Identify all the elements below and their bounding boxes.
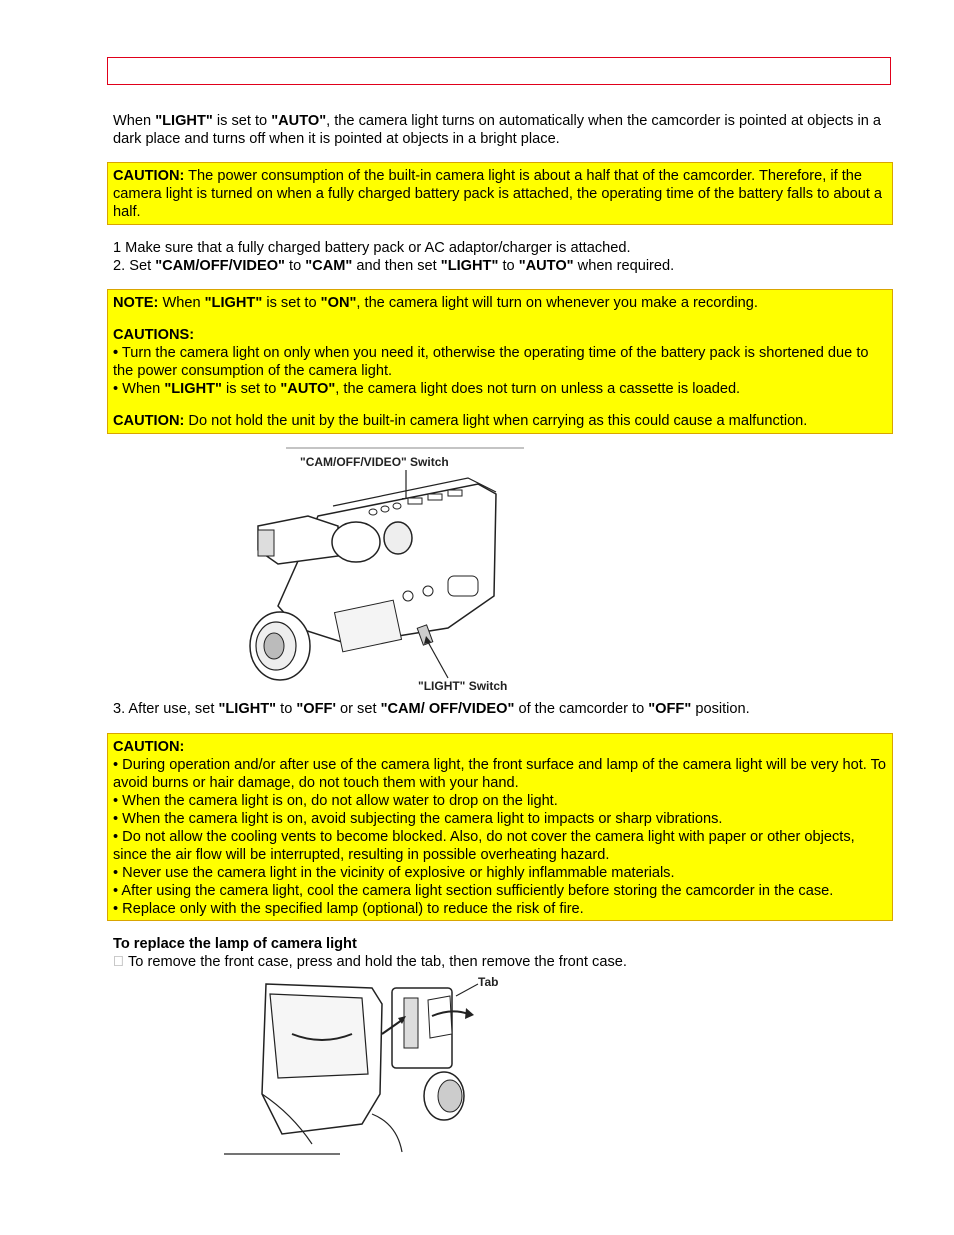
cautions-label: CAUTIONS: — [113, 327, 195, 343]
caution-label: CAUTION: — [113, 739, 185, 755]
light-switch-label: "LIGHT" Switch — [418, 679, 508, 693]
caution-carry: CAUTION: Do not hold the unit by the built-in camera light when carrying as this could cause a malfunction. — [113, 413, 808, 429]
caution-item: • When the camera light is on, do not allow water to drop on the light. — [113, 793, 558, 809]
tab-label: Tab — [478, 975, 499, 989]
step-3: 3. After use, set "LIGHT" to "OFF' or set "CAM/ OFF/VIDEO" of the camcorder to "OFF" position. — [113, 701, 750, 717]
intro-text: is set to — [212, 113, 272, 129]
intro-text: When — [113, 113, 156, 129]
note-cautions-box — [107, 289, 893, 434]
step-1: 1 Make sure that a fully charged battery pack or AC adaptor/charger is attached. — [113, 240, 631, 256]
caution-item: • When "LIGHT" is set to "AUTO", the camera light does not turn on unless a cassette is loaded. — [113, 381, 741, 397]
intro-text: , the camera light turns on automatically when the camcorder is pointed at objects in a dark place and turns off when it is pointed at objects in a bright place. — [113, 113, 881, 147]
caution-item: • During operation and/or after use of the camera light, the front surface and lamp of the camera light will be very hot. To avoid burns or hair damage, do not touch them with your hand. — [113, 757, 887, 791]
step-2: 2. Set "CAM/OFF/VIDEO" to "CAM" and then set "LIGHT" to "AUTO" when required. — [113, 258, 675, 274]
replace-step: To remove the front case, press and hold the tab, then remove the front case. — [113, 954, 612, 970]
caution-box-heat — [107, 733, 893, 921]
section-heading: To replace the lamp of camera light — [113, 936, 357, 952]
replace-lamp-section — [113, 935, 883, 971]
page-title-box — [107, 57, 891, 85]
caution-item: • Replace only with the specified lamp (optional) to reduce the risk of fire. — [113, 901, 584, 917]
front-case-removal-figure — [222, 974, 512, 1158]
cam-off-video-switch-label: "CAM/OFF/VIDEO" Switch — [300, 455, 449, 469]
caution-item: • Turn the camera light on only when you need it, otherwise the operating time of the battery pack is shortened due to the power consumption of the camera light. — [113, 345, 869, 379]
caution-text: The power consumption of the built-in camera light is about a half that of the camcorder. Therefore, if the camera light is turned on when a fully charged battery pack is attached, the operating time of the battery falls to about a half. — [113, 168, 883, 220]
note-line: NOTE: When "LIGHT" is set to "ON", the camera light will turn on whenever you make a recording. — [113, 295, 758, 311]
caution-item: • When the camera light is on, avoid subjecting the camera light to impacts or sharp vibrations. — [113, 811, 723, 827]
caution-item: • Never use the camera light in the vicinity of explosive or highly inflammable materials. — [113, 865, 675, 881]
camcorder-switches-figure — [238, 446, 528, 694]
caution-item: • Do not allow the cooling vents to become blocked. Also, do not cover the camera light with paper or other objects, since the air flow will be interrupted, resulting in possible overheating hazard. — [113, 829, 855, 863]
intro-bold-auto: "AUTO" — [271, 113, 327, 129]
caution-label: CAUTION: — [113, 168, 185, 184]
caution-item: • After using the camera light, cool the camera light section sufficiently before storing the camcorder in the case. — [113, 883, 834, 899]
steps-list — [113, 239, 883, 275]
caution-box-power — [107, 162, 893, 225]
bullet-glyph-icon — [113, 954, 124, 970]
intro-paragraph — [113, 112, 883, 148]
intro-bold-light: "LIGHT" — [155, 113, 213, 129]
